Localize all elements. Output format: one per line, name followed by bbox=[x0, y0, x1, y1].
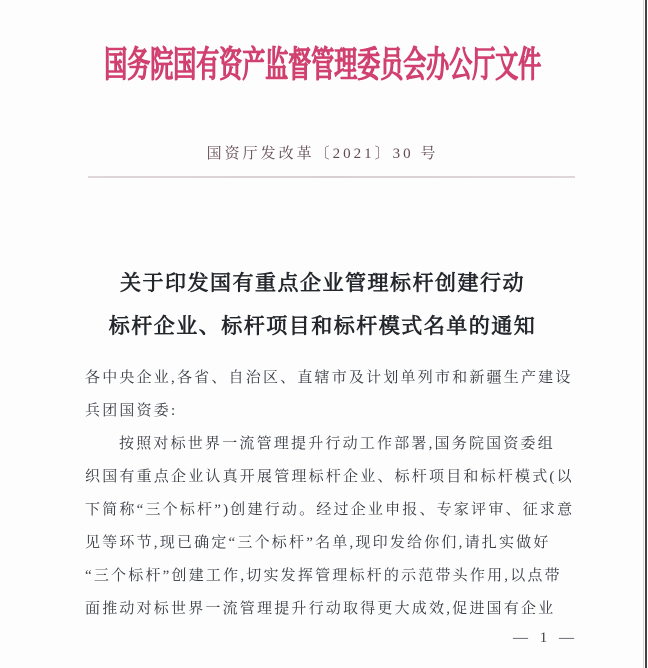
page-number: — 1 — bbox=[513, 630, 578, 646]
body-line: 织国有重点企业认真开展管理标杆企业、标杆项目和标杆模式(以 bbox=[85, 469, 574, 485]
document-title-line1: 关于印发国有重点企业管理标杆创建行动 bbox=[120, 271, 525, 295]
body-line: 按照对标世界一流管理提升行动工作部署,国务院国资委组 bbox=[119, 436, 555, 452]
scan-edge-line bbox=[645, 0, 647, 668]
document-body bbox=[85, 362, 581, 626]
body-line: “三个标杆”创建工作,切实发挥管理标杆的示范带头作用,以点带 bbox=[85, 568, 562, 584]
header-divider-line bbox=[88, 176, 575, 178]
body-line: 见等环节,现已确定“三个标杆”名单,现印发给你们,请扎实做好 bbox=[85, 535, 551, 551]
body-line: 下简称“三个标杆”)创建行动。经过企业申报、专家评审、征求意 bbox=[85, 502, 575, 518]
letterhead-title: 国务院国有资产监督管理委员会办公厅文件 bbox=[104, 45, 541, 85]
document-title-line2: 标杆企业、标杆项目和标杆模式名单的通知 bbox=[108, 314, 537, 338]
body-line: 面推动对标世界一流管理提升行动取得更大成效,促进国有企业 bbox=[85, 601, 556, 617]
document-number: 国资厅发改革〔2021〕30 号 bbox=[206, 146, 439, 162]
document-title bbox=[0, 262, 645, 348]
body-line: 兵团国资委: bbox=[85, 403, 178, 419]
body-line: 各中央企业,各省、自治区、直辖市及计划单列市和新疆生产建设 bbox=[85, 370, 573, 386]
